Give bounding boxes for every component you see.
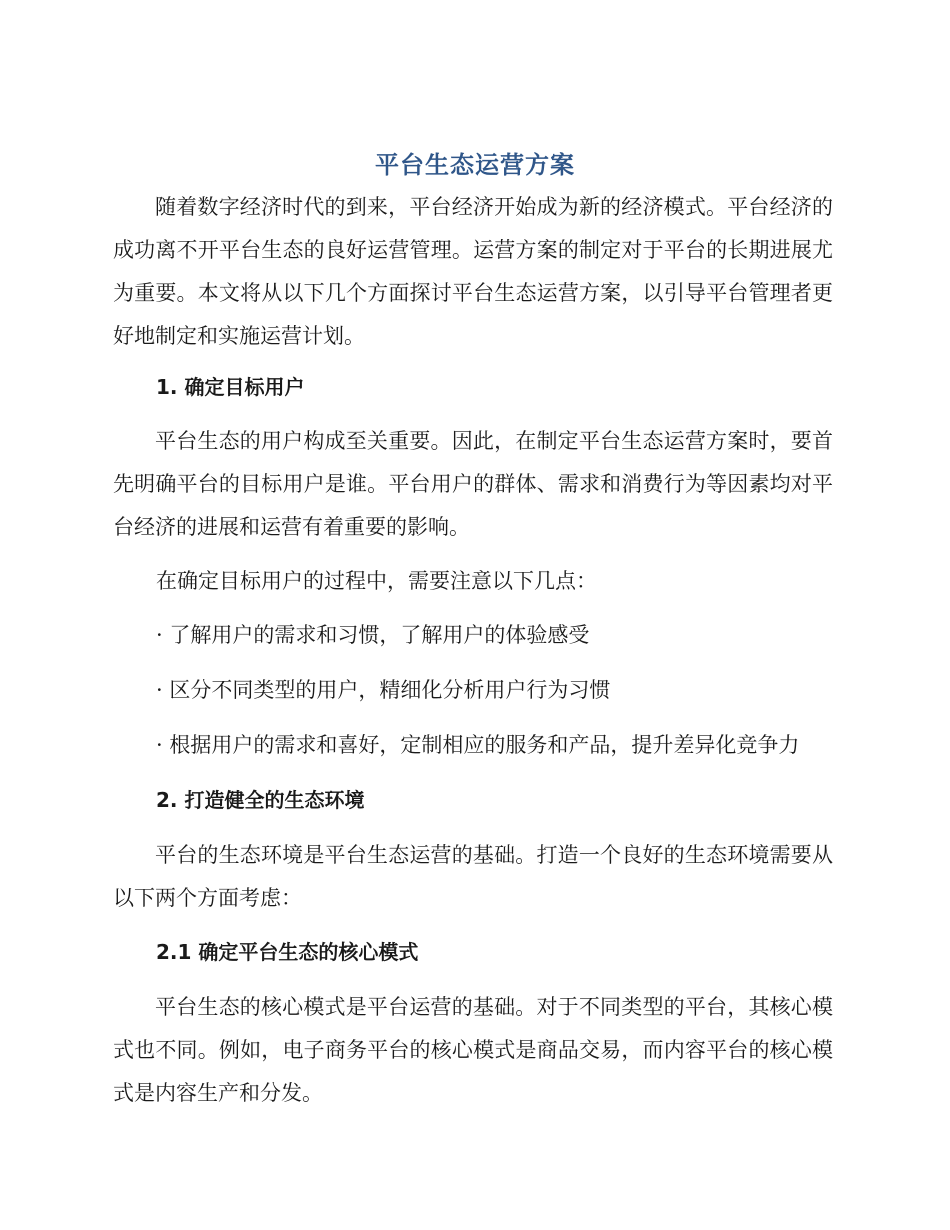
bullet-item: · 根据用户的需求和喜好，定制相应的服务和产品，提升差异化竞争力: [156, 733, 800, 757]
section-2-1-paragraph: 平台生态的核心模式是平台运营的基础。对于不同类型的平台，其核心模式也不同。例如，电子商务平台的核心模式是商品交易，而内容平台的核心模式是内容生产和分发。: [113, 995, 833, 1105]
bullet-item: · 区分不同类型的用户，精细化分析用户行为习惯: [156, 678, 611, 702]
section-1-lead: 在确定目标用户的过程中，需要注意以下几点：: [156, 569, 597, 593]
section-2-1-heading: 2.1 确定平台生态的核心模式: [156, 940, 419, 964]
bullet-item: · 了解用户的需求和习惯，了解用户的体验感受: [156, 623, 590, 647]
intro-paragraph: 随着数字经济时代的到来，平台经济开始成为新的经济模式。平台经济的成功离不开平台生态的良好运营管理。运营方案的制定对于平台的长期进展尤为重要。本文将从以下几个方面探讨平台生态运营方案，以引导平台管理者更好地制定和实施运营计划。: [113, 195, 833, 348]
section-2-heading: 2. 打造健全的生态环境: [156, 788, 365, 812]
section-1-heading: 1. 确定目标用户: [156, 375, 305, 399]
section-2-paragraph: 平台的生态环境是平台生态运营的基础。打造一个良好的生态环境需要从以下两个方面考虑：: [113, 843, 833, 910]
section-1-paragraph: 平台生态的用户构成至关重要。因此，在制定平台生态运营方案时，要首先明确平台的目标用户是谁。平台用户的群体、需求和消费行为等因素均对平台经济的进展和运营有着重要的影响。: [113, 429, 833, 539]
document-title: 平台生态运营方案: [375, 151, 575, 179]
